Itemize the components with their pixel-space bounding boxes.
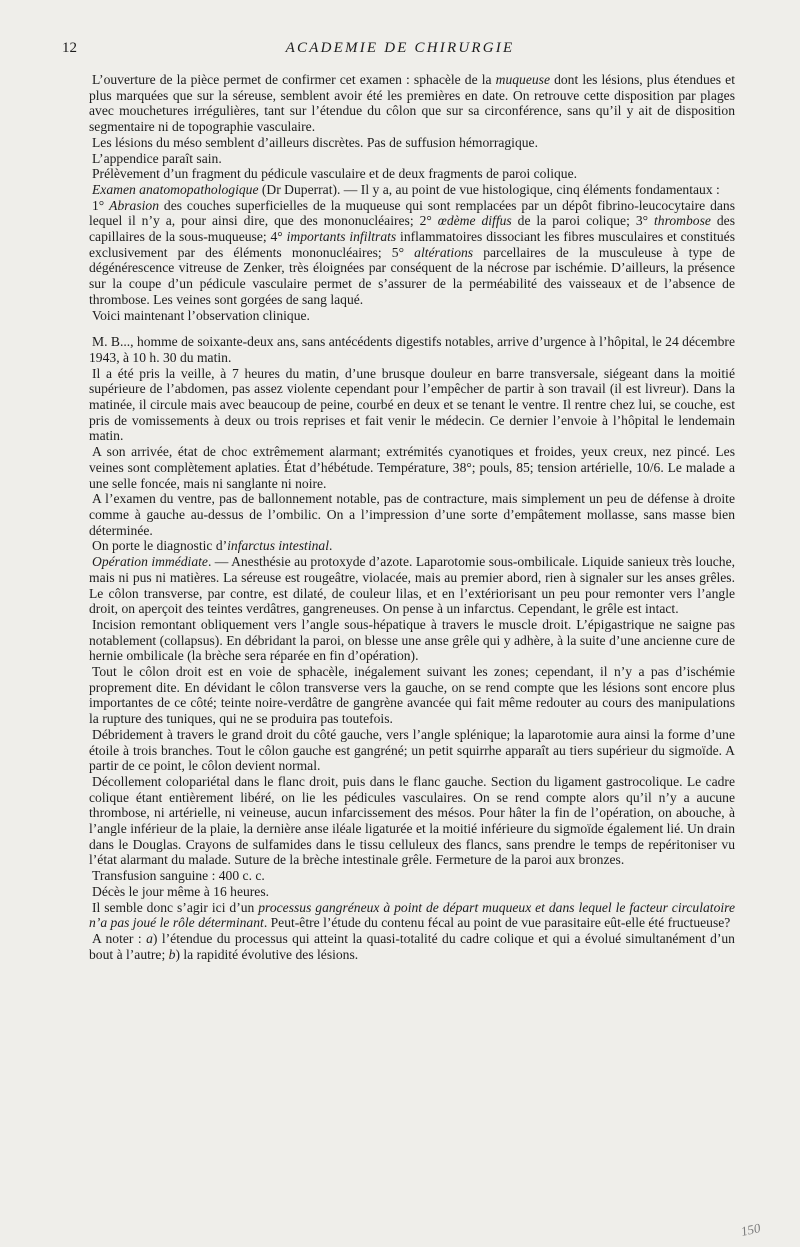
text-run: ) l’étendue du processus qui atteint la quasi-totalité du cadre colique et qui a évolué simultanément d’un bout à l’autre; [89,930,735,962]
text-run: des couches superficielles de la muqueuse qui sont remplacées par un dépôt fibrino-leucocytaire dans lequel il n’y a, pour ainsi dire, que des mononucléaires; 2° [89,197,735,229]
text-run: Décollement colopariétal dans le flanc droit, puis dans le flanc gauche. Section du ligament gastrocolique. Le cadre colique étant entièrement libéré, on lie les pédicules vasculaires. On se rend compte alors qu’il n’y a aucune thrombose, ni artérielle, ni veineuse, aucun infarcissement des mésos. Pour hâter la fin de l’opération, on abouche, à l’angle inférieur de la plaie, la dernière anse iléale ligaturée et la moitié inférieure du sigmoïde également lié. Un drain dans le Douglas. Crayons de sulfamides dans le tissu celluleux des flancs, sans prendre le temps de repéritoniser vu l’état alarmant du malade. Suture de la brèche intestinale grêle. Fermeture de la paroi aux bronzes. [89,773,735,868]
text-run: M. B..., homme de soixante-deux ans, sans antécédents digestifs notables, arrive d’urgence à l’hôpital, le 24 décembre 1943, à 10 h. 30 du matin. [89,334,735,365]
paragraph [89,334,735,365]
paragraph [89,554,735,617]
paragraph [89,664,735,727]
text-run: A son arrivée, état de choc extrêmement alarmant; extrémités cyanotiques et froides, yeux creux, nez pincé. Les veines sont complètement aplaties. État d’hébétude. Température, 38°; pouls, 85; tension artérielle, 10/6. Le malade a une selle foncée, mais ni sanglante ni noire. [89,444,735,491]
italic-text: Opération immédiate [92,554,208,570]
italic-text: altérations [414,244,474,260]
text-run: Transfusion sanguine : 400 c. c. [92,868,265,884]
running-head: ACADEMIE DE CHIRURGIE [285,40,515,56]
paragraph [89,774,735,868]
text-run: On porte le diagnostic d’ [92,538,228,554]
italic-text: muqueuse [495,72,550,87]
italic-text: thrombose [654,213,711,229]
paragraph [89,900,735,931]
page-header [0,40,800,62]
text-run: Voici maintenant l’observation clinique. [92,307,310,323]
text-run: Il semble donc s’agir ici d’un [92,899,259,915]
paragraph [89,444,735,491]
italic-text: infarctus intestinal [227,538,329,554]
paragraph [89,72,735,135]
italic-text: Abrasion [109,197,159,213]
text-run: Prélèvement d’un fragment du pédicule vasculaire et de deux fragments de paroi colique. [92,166,578,182]
text-run: (Dr Duperrat). — Il y a, au point de vue histologique, cinq éléments fondamentaux : [258,181,720,197]
text-run: . [328,538,333,554]
paragraph [89,884,735,900]
italic-text: processus gangréneux à point de départ muqueux et dans lequel le facteur circulatoire n’a pas joué le rôle déterminant [89,899,735,931]
text-run: Débridement à travers le grand droit du côté gauche, vers l’angle splénique; la laparotomie aura ainsi la forme d’une étoile à trois branches. Tout le côlon gauche est gangréné; un petit squirrhe apparaît au tiers supérieur du sigmoïde. A partir de ce point, le côlon devient normal. [89,726,735,774]
text-run: parcellaires de la musculeuse à type de dégénérescence vitreuse de Zenker, très éloignées par conséquent de la nécrose par ischémie. D’ailleurs, la présence sur la coupe d’un pédicule vasculaire permet de s’assurer de la perméabilité des vaisseaux et de l’absence de thrombose. Les veines sont gorgées de sang laqué. [89,244,735,307]
italic-text: a [146,930,153,946]
text-run: . Peut-être l’étude du contenu fécal au point de vue parasitaire eût-elle été fructueuse? [263,915,731,931]
italic-text: b [168,946,176,962]
text-run: 1° [92,197,110,213]
paragraph [89,182,735,198]
paragraph [89,308,735,324]
text-run: Incision remontant obliquement vers l’angle sous-hépatique à travers le muscle droit. L’épigastrique ne saigne pas notablement (collapsus). En débridant la paroi, on blesse une anse grêle qui y adhère, à la suite d’une ancienne cure de hernie ombilicale (la brèche sera réparée en fin d’opération). [89,616,735,664]
text-run: ) la rapidité évolutive des lésions. [175,946,359,962]
italic-text: importants infiltrats [286,229,397,245]
text-run: A l’examen du ventre, pas de ballonnement notable, pas de contracture, mais simplement un peu de défense à droite comme à gauche au-dessus de l’ombilic. On a l’impression d’une sorte d’empâtement mollasse, sans masse bien déterminée. [89,491,735,538]
pencil-annotation: 150 [739,1220,762,1239]
paragraph [89,868,735,884]
text-run: . — Anesthésie au protoxyde d’azote. Laparotomie sous-ombilicale. Liquide sanieux très louche, mais ni pus ni matières. La séreuse est rougeâtre, violacée, mais au premier abord, rien à signaler sur les anses grêles. Le côlon transverse, par contre, est dilaté, de couleur lilas, et en l’extériorisant un peu pour remonter vers l’angle droit, on aperçoit des teintes verdâtres, gangreneuses. On pense à un infarctus. Cependant, le grêle est intact. [89,554,736,617]
text-run: A noter : [92,930,147,946]
paragraph [89,491,735,538]
text-run: des capillaires de la sous-muqueuse; 4° [89,213,735,245]
paragraph [89,151,735,167]
paragraph [89,366,735,445]
body-text [89,72,735,962]
text-run: Les lésions du méso semblent d’ailleurs discrètes. Pas de suffusion hémorragique. [92,134,538,150]
text-run: Tout le côlon droit est en voie de sphacèle, inégalement suivant les zones; cependant, il n’y a pas d’ischémie proprement dite. En dévidant le côlon transverse vers la gauche, on se rend compte que les lésions sont encore plus importantes de ce côté; teinte noire-verdâtre de gangrène avancée qui fait même redouter au cours des manipulations la rupture des tuniques, qui ne se produira pas toutefois. [89,664,735,727]
italic-text: œdème diffus [437,213,512,229]
paragraph [89,198,735,308]
paragraph [89,727,735,774]
paragraph [89,931,735,962]
text-run: inflammatoires dissociant les fibres musculaires et constitués exclusivement par des éléments mononucléaires; 5° [89,229,735,260]
paragraph [89,135,735,151]
text-run: Décès le jour même à 16 heures. [92,883,270,899]
paragraph [89,538,735,554]
page-number: 12 [62,40,77,56]
text-run: dont les lésions, plus étendues et plus marquées que sur la séreuse, semblent avoir été les premières en date. On retrouve cette disposition par plages avec mouchetures irrégulières, tant sur l’étendue du côlon que sur sa circonférence, sans qu’il y ait de disposition segmentaire ni de topographie vasculaire. [89,72,735,135]
text-run: L’ouverture de la pièce permet de confirmer cet examen : sphacèle de la [92,72,496,87]
paragraph [89,166,735,182]
text-run: Il a été pris la veille, à 7 heures du matin, d’une brusque douleur en barre transversale, siégeant dans la moitié supérieure de l’abdomen, pas assez violente cependant pour l’empêcher de partir à son travail (il est livreur). Dans la matinée, il circule mais avec beaucoup de peine, courbé en deux et se tenant le ventre. Il rentre chez lui, se couche, est pris de vomissements à deux ou trois reprises et fait venir le médecin. Ce dernier l’envoie à l’hôpital le lendemain matin. [89,365,735,444]
paragraph [89,617,735,664]
text-run: L’appendice paraît sain. [92,150,222,166]
text-run: de la paroi colique; 3° [511,213,655,229]
italic-text: Examen anatomopathologique [92,181,259,197]
